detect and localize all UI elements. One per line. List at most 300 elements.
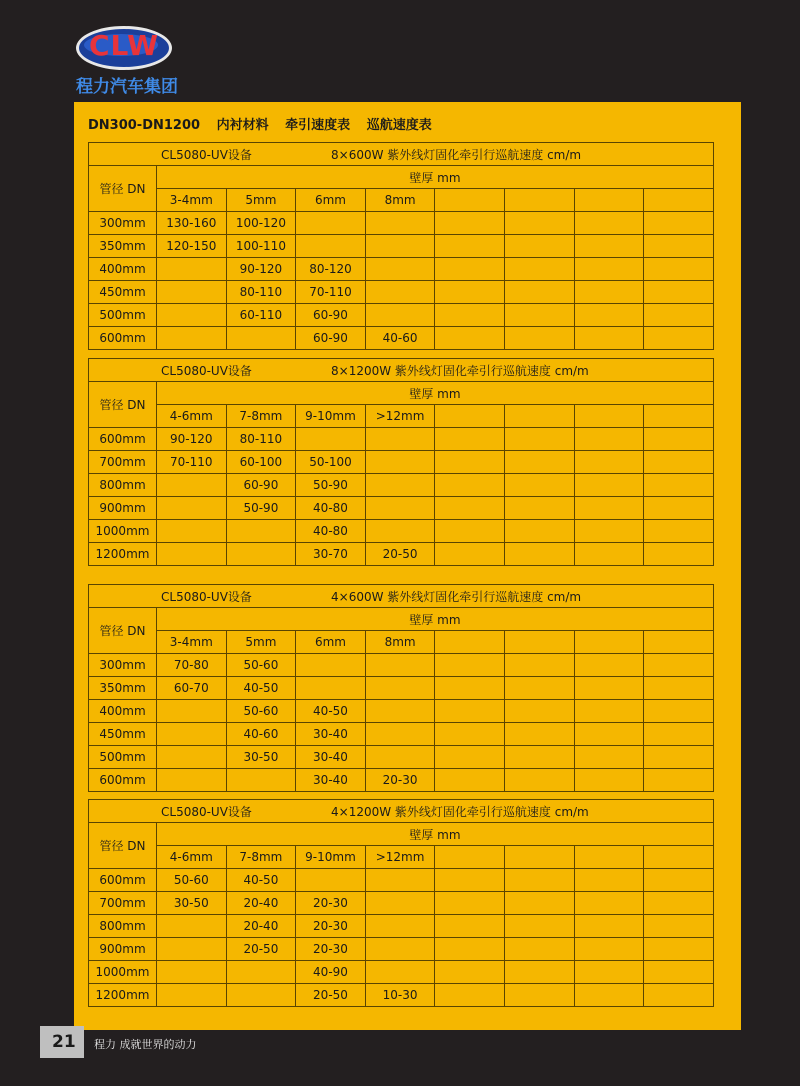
table-row — [89, 700, 714, 723]
speed-cell — [574, 769, 644, 792]
table-row — [89, 677, 714, 700]
row-diameter: 600mm — [89, 869, 157, 892]
column-header — [504, 631, 574, 654]
speed-cell — [157, 327, 227, 350]
speed-cell — [644, 235, 714, 258]
table-row — [89, 984, 714, 1007]
row-diameter: 600mm — [89, 327, 157, 350]
speed-cell — [365, 700, 435, 723]
speed-cell — [504, 746, 574, 769]
speed-cell — [574, 869, 644, 892]
speed-cell — [296, 235, 366, 258]
speed-cell — [435, 769, 505, 792]
column-header: >12mm — [365, 846, 435, 869]
row-diameter: 400mm — [89, 700, 157, 723]
table-row — [89, 915, 714, 938]
speed-cell: 40-50 — [226, 677, 296, 700]
thickness-header: 壁厚 mm — [157, 823, 714, 846]
speed-cell — [435, 915, 505, 938]
speed-cell — [574, 677, 644, 700]
table-row — [89, 869, 714, 892]
speed-cell — [644, 451, 714, 474]
table-row — [89, 892, 714, 915]
speed-cell — [157, 497, 227, 520]
speed-cell — [504, 915, 574, 938]
speed-cell — [157, 915, 227, 938]
table-model: CL5080-UV设备 — [161, 363, 252, 378]
row-diameter: 700mm — [89, 451, 157, 474]
row-diameter: 450mm — [89, 281, 157, 304]
speed-cell: 70-110 — [157, 451, 227, 474]
speed-cell: 90-120 — [157, 428, 227, 451]
speed-cell — [574, 327, 644, 350]
speed-cell — [365, 654, 435, 677]
speed-cell — [157, 281, 227, 304]
speed-cell — [435, 474, 505, 497]
speed-cell: 20-50 — [226, 938, 296, 961]
column-header — [504, 405, 574, 428]
heading-material: 内衬材料 — [216, 118, 269, 133]
logo-mark: CLW — [88, 29, 160, 62]
row-diameter: 350mm — [89, 677, 157, 700]
speed-cell: 40-90 — [296, 961, 366, 984]
speed-cell — [504, 304, 574, 327]
speed-cell — [574, 746, 644, 769]
speed-cell — [644, 520, 714, 543]
speed-cell — [226, 769, 296, 792]
table-row — [89, 497, 714, 520]
column-header: 9-10mm — [296, 405, 366, 428]
speed-cell: 60-70 — [157, 677, 227, 700]
column-header: 7-8mm — [226, 405, 296, 428]
table-spec: 8×1200W 紫外线灯固化牵引行巡航速度 cm/m — [331, 363, 589, 378]
speed-cell — [435, 428, 505, 451]
column-header — [435, 846, 505, 869]
speed-cell: 50-60 — [226, 700, 296, 723]
speed-cell — [644, 915, 714, 938]
speed-cell — [644, 700, 714, 723]
row-diameter: 1000mm — [89, 520, 157, 543]
column-header: 3-4mm — [157, 189, 227, 212]
logo-company-name: 程力汽车集团 — [76, 77, 178, 97]
table-row — [89, 654, 714, 677]
speed-cell — [226, 984, 296, 1007]
speed-cell — [365, 451, 435, 474]
table-row — [89, 451, 714, 474]
speed-cell — [644, 938, 714, 961]
speed-cell — [644, 654, 714, 677]
column-header: 8mm — [365, 631, 435, 654]
table-title — [89, 359, 714, 382]
speed-cell — [574, 723, 644, 746]
speed-cell — [574, 497, 644, 520]
speed-cell — [504, 938, 574, 961]
table-row — [89, 327, 714, 350]
speed-cell — [574, 304, 644, 327]
speed-cell — [644, 746, 714, 769]
row-diameter: 1200mm — [89, 984, 157, 1007]
column-header: 5mm — [226, 189, 296, 212]
column-header — [435, 405, 505, 428]
speed-cell — [644, 869, 714, 892]
speed-cell — [574, 961, 644, 984]
row-diameter: 800mm — [89, 915, 157, 938]
table-row — [89, 543, 714, 566]
speed-cell — [504, 281, 574, 304]
speed-cell — [644, 892, 714, 915]
speed-cell: 80-120 — [296, 258, 366, 281]
column-header: 3-4mm — [157, 631, 227, 654]
column-header — [574, 846, 644, 869]
speed-cell — [435, 258, 505, 281]
speed-cell — [157, 746, 227, 769]
page-number: 21 — [52, 1032, 76, 1052]
dn-header: 管径 DN — [89, 823, 157, 869]
column-header: 8mm — [365, 189, 435, 212]
speed-cell: 120-150 — [157, 235, 227, 258]
speed-cell — [644, 474, 714, 497]
row-diameter: 1000mm — [89, 961, 157, 984]
table-row — [89, 723, 714, 746]
speed-cell — [226, 961, 296, 984]
speed-cell — [365, 212, 435, 235]
column-header — [574, 189, 644, 212]
column-header — [435, 631, 505, 654]
speed-table — [88, 584, 714, 792]
speed-cell — [226, 520, 296, 543]
speed-cell — [574, 543, 644, 566]
column-header — [504, 846, 574, 869]
table-title — [89, 585, 714, 608]
speed-cell — [644, 961, 714, 984]
column-header — [644, 405, 714, 428]
speed-cell — [504, 428, 574, 451]
row-diameter: 700mm — [89, 892, 157, 915]
speed-cell — [296, 869, 366, 892]
speed-cell — [365, 938, 435, 961]
row-diameter: 1200mm — [89, 543, 157, 566]
speed-cell — [226, 327, 296, 350]
column-header — [574, 405, 644, 428]
speed-cell: 20-50 — [365, 543, 435, 566]
speed-cell — [365, 304, 435, 327]
speed-cell — [574, 235, 644, 258]
speed-cell: 50-60 — [157, 869, 227, 892]
dn-header: 管径 DN — [89, 608, 157, 654]
thickness-header: 壁厚 mm — [157, 382, 714, 405]
speed-cell — [504, 543, 574, 566]
speed-cell — [365, 677, 435, 700]
speed-cell — [574, 700, 644, 723]
speed-cell — [644, 281, 714, 304]
speed-cell — [435, 281, 505, 304]
speed-cell — [435, 746, 505, 769]
speed-cell — [157, 520, 227, 543]
speed-cell — [644, 258, 714, 281]
speed-cell — [365, 892, 435, 915]
speed-cell — [644, 769, 714, 792]
speed-cell: 60-90 — [296, 304, 366, 327]
table-row — [89, 961, 714, 984]
speed-cell: 90-120 — [226, 258, 296, 281]
dn-header: 管径 DN — [89, 166, 157, 212]
speed-cell — [504, 961, 574, 984]
speed-cell — [157, 258, 227, 281]
speed-cell — [435, 212, 505, 235]
speed-cell — [644, 497, 714, 520]
table-row — [89, 281, 714, 304]
speed-cell — [504, 869, 574, 892]
speed-cell: 70-110 — [296, 281, 366, 304]
table-title — [89, 143, 714, 166]
speed-cell — [435, 520, 505, 543]
speed-cell — [296, 654, 366, 677]
speed-cell — [435, 700, 505, 723]
speed-cell — [574, 984, 644, 1007]
speed-cell — [504, 700, 574, 723]
table-row — [89, 304, 714, 327]
speed-cell: 10-30 — [365, 984, 435, 1007]
speed-cell — [644, 428, 714, 451]
speed-cell — [435, 961, 505, 984]
column-header — [574, 631, 644, 654]
speed-cell — [504, 497, 574, 520]
table-row — [89, 235, 714, 258]
column-header: 9-10mm — [296, 846, 366, 869]
speed-cell — [296, 428, 366, 451]
speed-cell: 60-110 — [226, 304, 296, 327]
row-diameter: 300mm — [89, 212, 157, 235]
table-model: CL5080-UV设备 — [161, 589, 252, 604]
speed-cell: 70-80 — [157, 654, 227, 677]
speed-cell: 130-160 — [157, 212, 227, 235]
speed-cell — [296, 677, 366, 700]
speed-cell: 20-30 — [296, 915, 366, 938]
speed-cell — [435, 938, 505, 961]
speed-cell: 80-110 — [226, 428, 296, 451]
speed-cell: 40-80 — [296, 497, 366, 520]
speed-cell: 20-40 — [226, 892, 296, 915]
table-model: CL5080-UV设备 — [161, 804, 252, 819]
table-spec: 8×600W 紫外线灯固化牵引行巡航速度 cm/m — [331, 147, 582, 162]
speed-cell — [365, 746, 435, 769]
speed-cell: 50-60 — [226, 654, 296, 677]
speed-cell: 30-40 — [296, 746, 366, 769]
table-row — [89, 428, 714, 451]
speed-cell: 40-80 — [296, 520, 366, 543]
speed-cell — [644, 984, 714, 1007]
dn-header: 管径 DN — [89, 382, 157, 428]
heading-range: DN300-DN1200 — [88, 118, 201, 133]
column-header — [644, 189, 714, 212]
speed-cell — [504, 984, 574, 1007]
speed-cell — [365, 961, 435, 984]
speed-cell — [157, 984, 227, 1007]
speed-cell: 20-30 — [296, 892, 366, 915]
speed-cell — [574, 938, 644, 961]
speed-cell: 60-90 — [296, 327, 366, 350]
column-header: 7-8mm — [226, 846, 296, 869]
speed-cell — [574, 212, 644, 235]
speed-table — [88, 358, 714, 566]
speed-cell — [574, 474, 644, 497]
speed-cell — [435, 543, 505, 566]
speed-table — [88, 799, 714, 1007]
speed-cell — [365, 474, 435, 497]
speed-cell — [435, 892, 505, 915]
table-model: CL5080-UV设备 — [161, 147, 252, 162]
speed-cell — [574, 654, 644, 677]
table-row — [89, 769, 714, 792]
speed-cell — [435, 497, 505, 520]
table-title — [89, 800, 714, 823]
speed-cell: 30-40 — [296, 769, 366, 792]
column-header — [435, 189, 505, 212]
speed-cell: 40-50 — [296, 700, 366, 723]
speed-cell — [574, 258, 644, 281]
speed-cell — [365, 428, 435, 451]
speed-cell — [504, 235, 574, 258]
speed-cell — [435, 723, 505, 746]
thickness-header: 壁厚 mm — [157, 166, 714, 189]
speed-table — [88, 142, 714, 350]
speed-cell: 40-60 — [226, 723, 296, 746]
speed-cell — [504, 258, 574, 281]
row-diameter: 900mm — [89, 938, 157, 961]
speed-cell — [644, 327, 714, 350]
table-row — [89, 938, 714, 961]
speed-cell: 100-120 — [226, 212, 296, 235]
row-diameter: 350mm — [89, 235, 157, 258]
speed-cell — [157, 938, 227, 961]
speed-cell — [644, 723, 714, 746]
speed-cell — [365, 520, 435, 543]
speed-cell — [365, 235, 435, 258]
speed-cell — [157, 304, 227, 327]
speed-cell — [504, 769, 574, 792]
speed-cell — [644, 304, 714, 327]
table-spec: 4×600W 紫外线灯固化牵引行巡航速度 cm/m — [331, 589, 582, 604]
speed-cell: 50-100 — [296, 451, 366, 474]
speed-cell: 100-110 — [226, 235, 296, 258]
speed-cell — [574, 451, 644, 474]
speed-cell — [157, 474, 227, 497]
speed-cell: 80-110 — [226, 281, 296, 304]
column-header — [644, 631, 714, 654]
speed-cell — [365, 497, 435, 520]
speed-cell: 30-40 — [296, 723, 366, 746]
speed-cell — [504, 723, 574, 746]
speed-cell — [157, 769, 227, 792]
speed-cell — [435, 304, 505, 327]
row-diameter: 450mm — [89, 723, 157, 746]
speed-cell — [296, 212, 366, 235]
speed-cell — [504, 892, 574, 915]
row-diameter: 800mm — [89, 474, 157, 497]
speed-cell — [435, 654, 505, 677]
speed-cell — [435, 451, 505, 474]
speed-cell — [504, 654, 574, 677]
column-header: 6mm — [296, 631, 366, 654]
heading-table1: 牵引速度表 — [285, 118, 351, 133]
page-heading — [88, 114, 444, 133]
table-spec: 4×1200W 紫外线灯固化牵引行巡航速度 cm/m — [331, 804, 589, 819]
speed-cell — [157, 700, 227, 723]
speed-cell — [574, 915, 644, 938]
speed-cell: 20-50 — [296, 984, 366, 1007]
speed-cell: 20-30 — [296, 938, 366, 961]
speed-cell — [157, 543, 227, 566]
speed-cell: 40-60 — [365, 327, 435, 350]
speed-cell — [574, 428, 644, 451]
speed-cell — [435, 327, 505, 350]
table-row — [89, 746, 714, 769]
speed-cell: 50-90 — [296, 474, 366, 497]
speed-cell — [644, 677, 714, 700]
speed-cell — [504, 474, 574, 497]
speed-cell — [574, 281, 644, 304]
speed-cell: 40-50 — [226, 869, 296, 892]
speed-cell — [365, 258, 435, 281]
table-row — [89, 212, 714, 235]
table-row — [89, 520, 714, 543]
column-header: 4-6mm — [157, 405, 227, 428]
row-diameter: 600mm — [89, 428, 157, 451]
speed-cell — [504, 677, 574, 700]
column-header: 6mm — [296, 189, 366, 212]
speed-cell — [574, 892, 644, 915]
speed-cell — [644, 543, 714, 566]
speed-cell — [504, 327, 574, 350]
speed-cell: 30-70 — [296, 543, 366, 566]
speed-cell: 30-50 — [226, 746, 296, 769]
speed-cell — [504, 451, 574, 474]
thickness-header: 壁厚 mm — [157, 608, 714, 631]
speed-cell — [226, 543, 296, 566]
row-diameter: 400mm — [89, 258, 157, 281]
speed-cell — [365, 869, 435, 892]
column-header: >12mm — [365, 405, 435, 428]
speed-cell — [644, 212, 714, 235]
speed-cell: 20-40 — [226, 915, 296, 938]
table-row — [89, 258, 714, 281]
row-diameter: 900mm — [89, 497, 157, 520]
column-header: 4-6mm — [157, 846, 227, 869]
speed-cell — [365, 281, 435, 304]
row-diameter: 600mm — [89, 769, 157, 792]
row-diameter: 300mm — [89, 654, 157, 677]
company-logo — [76, 26, 176, 98]
speed-cell: 50-90 — [226, 497, 296, 520]
speed-cell — [365, 915, 435, 938]
speed-cell — [435, 869, 505, 892]
footer-slogan: 程力 成就世界的动力 — [94, 1038, 197, 1051]
speed-cell — [157, 961, 227, 984]
speed-cell: 60-100 — [226, 451, 296, 474]
heading-table2: 巡航速度表 — [366, 118, 432, 133]
speed-cell — [435, 984, 505, 1007]
speed-cell — [574, 520, 644, 543]
speed-cell: 30-50 — [157, 892, 227, 915]
speed-cell — [435, 677, 505, 700]
speed-cell: 20-30 — [365, 769, 435, 792]
column-header: 5mm — [226, 631, 296, 654]
row-diameter: 500mm — [89, 304, 157, 327]
row-diameter: 500mm — [89, 746, 157, 769]
column-header — [504, 189, 574, 212]
speed-cell — [504, 520, 574, 543]
speed-cell — [157, 723, 227, 746]
